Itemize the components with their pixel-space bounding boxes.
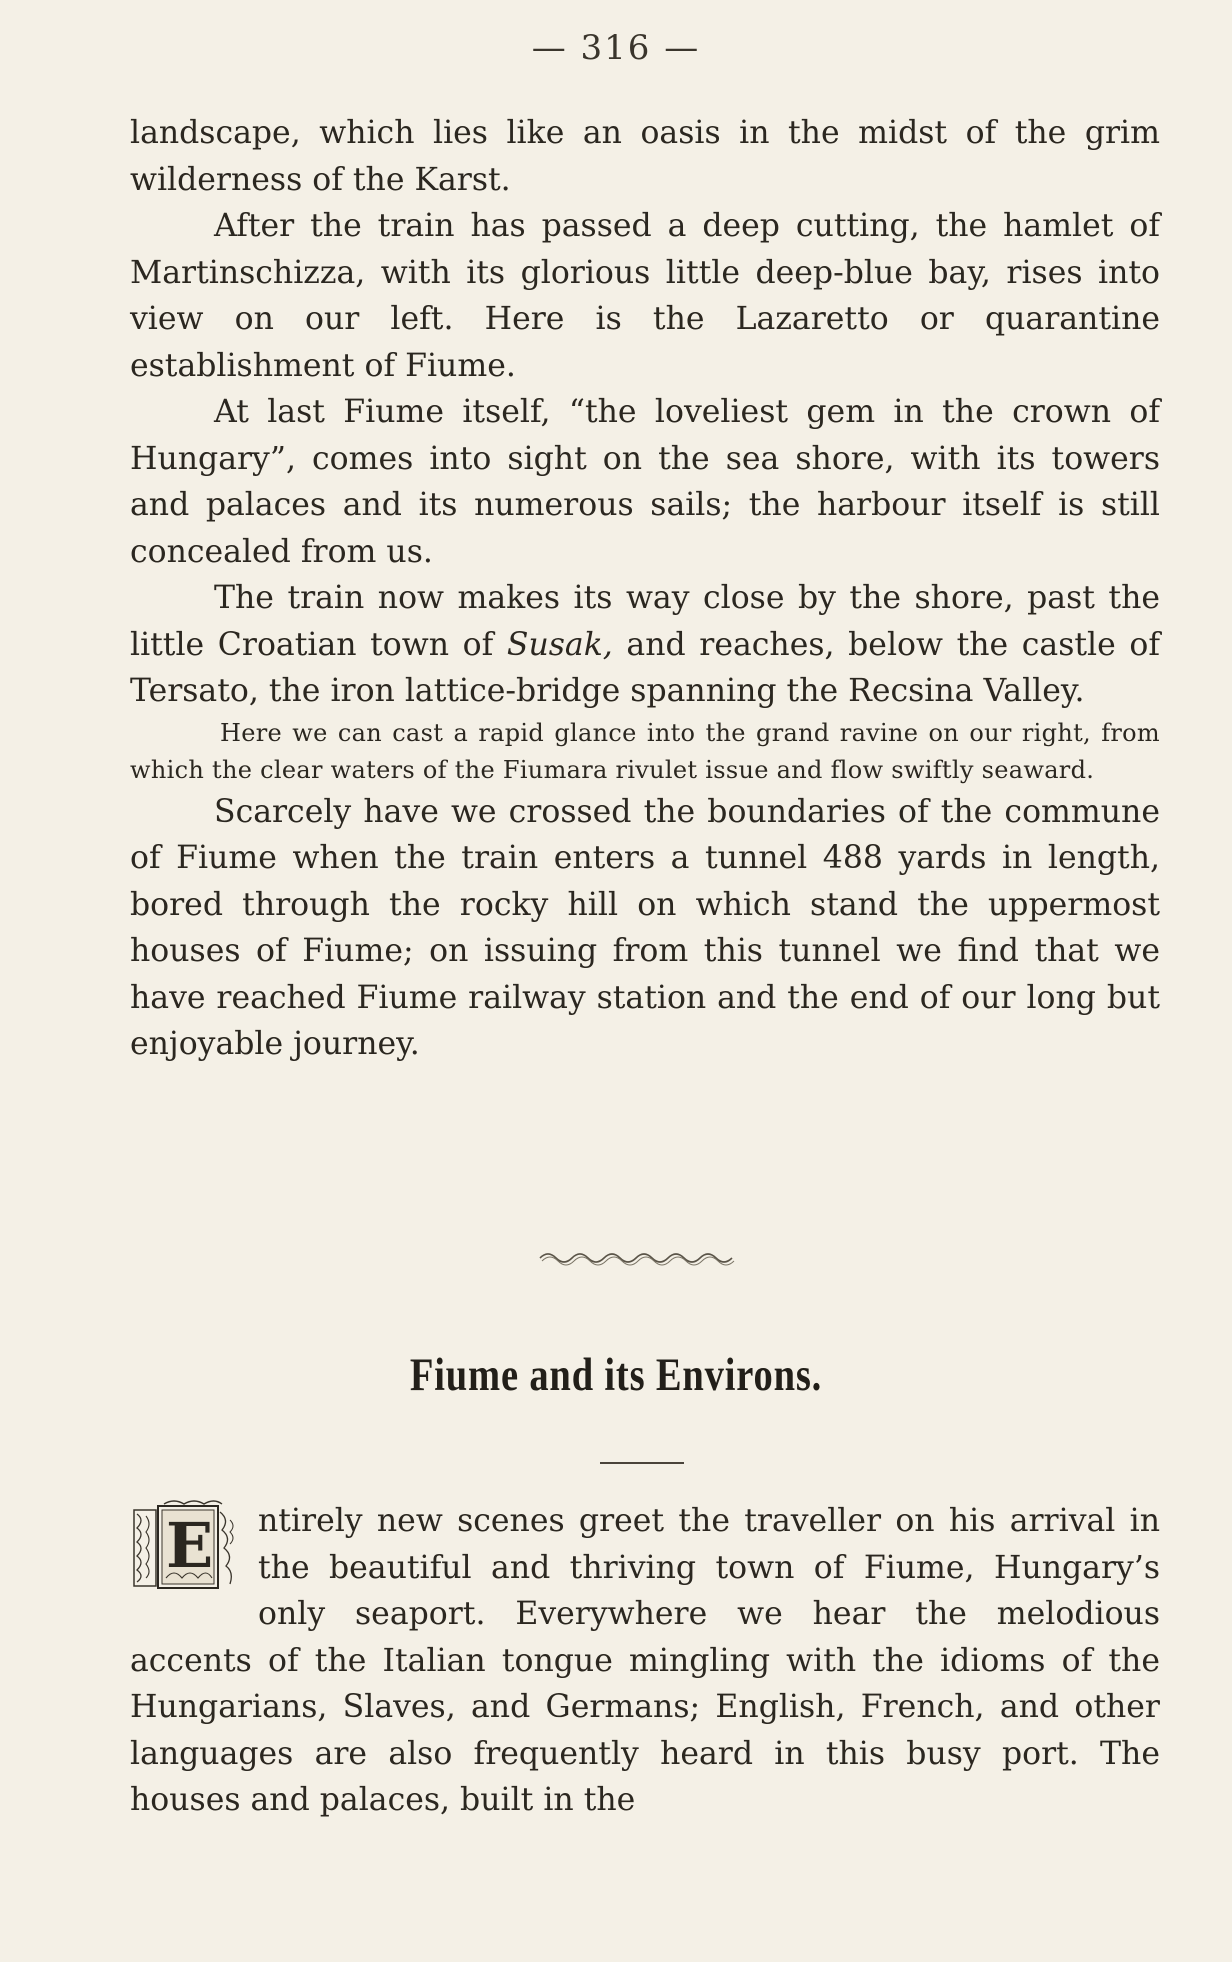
- paragraph-ravine-note: Here we can cast a rapid glance into the grand ravine on our right, from which the clear waters of the Fiumara rivulet issue and flow swiftly seaward.: [130, 718, 1160, 784]
- drop-cap-letter: E: [166, 1509, 214, 1582]
- chapter-title: Fiume and its Environs.: [409, 1349, 823, 1401]
- section-text: [130, 110, 1160, 1068]
- paragraph-martinschizza: After the train has passed a deep cutting, the hamlet of Martinschizza, with its glorious little deep-blue bay, rises into view on our left. Here is the Lazaretto or quarantine establishment of Fiume.: [130, 208, 1160, 384]
- p4-italic-place: Susak,: [506, 626, 613, 663]
- paragraph-tunnel: Scarcely have we crossed the boundaries of the commune of Fiume when the train enters a tunnel 488 yards in length, bored through the rocky hill on which stand the uppermost houses of Fiume; on issuing from this tunnel we find that we have reached Fiume railway station and the end of our long but enjoyable journey.: [130, 793, 1160, 1062]
- paragraph-new-scenes: ntirely new scenes greet the traveller on his arrival in the beautiful and thriving town of Fiume, Hungary’s only seaport. Everywhere we hear the melodious accents of the Italian tongue mingling with the idioms of the Hungarians, Slaves, and Germans; English, French, and other languages are also frequently heard in this busy port. The houses and palaces, built in the: [130, 1503, 1160, 1818]
- p4-text-after: and reaches, below the castle of Tersato, the iron lattice-bridge spanning the Recsina Valley.: [130, 626, 1160, 709]
- title-rule-divider: [600, 1462, 684, 1464]
- page-number: — 316 —: [531, 28, 701, 68]
- paragraph-landscape: landscape, which lies like an oasis in the midst of the grim wilderness of the Karst.: [130, 115, 1160, 198]
- paragraph-train-shore: [130, 575, 1160, 715]
- p4-text-before: The train now makes its way close by the shore, past the little Croatian town of: [130, 580, 1160, 663]
- wavy-ornament-divider: [536, 1242, 746, 1272]
- paragraph-fiume-sight: At last Fiume itself, “the loveliest gem in the crown of Hungary”, comes into sight on the sea shore, with its towers and palaces and its numerous sails; the harbour itself is still concealed from us.: [130, 394, 1160, 570]
- drop-cap: [130, 1500, 250, 1592]
- chapter-text: [130, 1498, 1160, 1824]
